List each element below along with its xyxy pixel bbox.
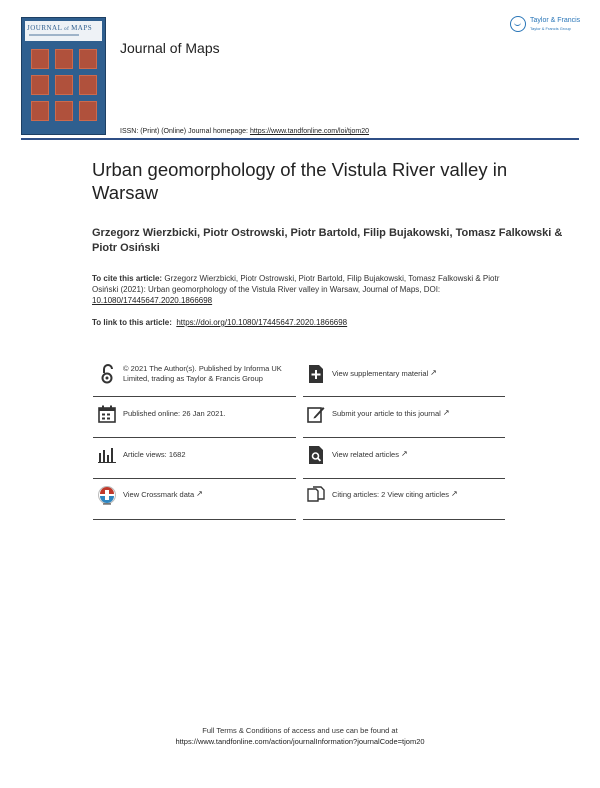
citation-block bbox=[92, 273, 502, 306]
cover-map-tile bbox=[79, 101, 97, 121]
search-document-icon bbox=[306, 445, 326, 465]
add-document-icon bbox=[306, 364, 326, 384]
link-label: To link to this article: bbox=[92, 318, 172, 327]
citing-articles-link[interactable]: Citing articles: 2 View citing articles ↗ bbox=[306, 485, 506, 505]
taylor-francis-logo-icon bbox=[510, 16, 526, 32]
info-divider bbox=[303, 519, 505, 520]
external-link-icon: ↗ bbox=[442, 408, 450, 417]
article-link-line bbox=[92, 318, 347, 327]
cover-map-tile bbox=[31, 101, 49, 121]
article-authors: Grzegorz Wierzbicki, Piotr Ostrowski, Piotr Bartold, Filip Bujakowski, Tomasz Falkowski & Piotr Osiński bbox=[92, 227, 563, 254]
header-divider bbox=[21, 138, 579, 140]
cite-text: Grzegorz Wierzbicki, Piotr Ostrowski, Piotr Bartold, Filip Bujakowski, Tomasz Falkowski & Piotr Osiński (2021): Urban geomorphology of the Vistula River valley in Warsaw, Journal of Maps, DOI: bbox=[92, 274, 500, 294]
related-articles-link[interactable]: View related articles ↗ bbox=[306, 445, 506, 465]
info-divider bbox=[93, 396, 296, 397]
cover-map-grid bbox=[31, 49, 97, 129]
cover-map-tile bbox=[31, 75, 49, 95]
cover-map-tile bbox=[79, 75, 97, 95]
journal-name: Journal of Maps bbox=[120, 40, 220, 56]
article-title: Urban geomorphology of the Vistula River valley in Warsaw bbox=[92, 159, 508, 203]
crossmark-link[interactable]: View Crossmark data ↗ bbox=[97, 485, 297, 505]
external-link-icon: ↗ bbox=[451, 489, 458, 498]
info-divider bbox=[93, 437, 296, 438]
open-access-icon bbox=[97, 364, 117, 384]
external-link-icon: ↗ bbox=[400, 449, 408, 458]
cover-map-tile bbox=[55, 101, 73, 121]
crossmark-icon bbox=[97, 485, 117, 505]
published-date: Published online: 26 Jan 2021. bbox=[97, 404, 297, 424]
publisher-name: Taylor & Francis bbox=[530, 17, 581, 24]
publisher-subname: Taylor & Francis Group bbox=[530, 26, 571, 31]
info-divider bbox=[303, 478, 505, 479]
copy-documents-icon bbox=[306, 485, 326, 505]
info-divider bbox=[303, 437, 505, 438]
cite-label: To cite this article: bbox=[92, 274, 163, 283]
journal-homepage-link[interactable]: https://www.tandfonline.com/loi/tjom20 bbox=[249, 128, 370, 135]
issn-text: ISSN: (Print) (Online) Journal homepage: bbox=[120, 128, 250, 135]
cover-masthead bbox=[25, 21, 102, 41]
article-doi-url[interactable]: https://doi.org/10.1080/17445647.2020.1866698 bbox=[176, 318, 348, 327]
cover-map-tile bbox=[31, 49, 49, 69]
supplementary-material-link[interactable]: View supplementary material ↗ bbox=[306, 364, 506, 384]
issn-line bbox=[120, 128, 369, 135]
cover-map-tile bbox=[55, 75, 73, 95]
open-access-license: © 2021 The Author(s). Published by Informa UK Limited, trading as Taylor & Francis Group bbox=[97, 364, 297, 384]
cover-map-tile bbox=[79, 49, 97, 69]
publisher-logo[interactable] bbox=[510, 16, 585, 36]
footer-line-1: Full Terms & Conditions of access and use can be found at bbox=[202, 726, 398, 735]
edit-document-icon bbox=[306, 404, 326, 424]
submit-article-link[interactable]: Submit your article to this journal ↗ bbox=[306, 404, 506, 424]
article-views: Article views: 1682 bbox=[97, 445, 297, 465]
external-link-icon: ↗ bbox=[196, 489, 203, 498]
journal-information-link[interactable]: https://www.tandfonline.com/action/journalInformation?journalCode=tjom20 bbox=[175, 737, 425, 746]
doi-link[interactable]: 10.1080/17445647.2020.1866698 bbox=[92, 296, 213, 305]
cover-map-tile bbox=[55, 49, 73, 69]
journal-cover-image bbox=[21, 17, 106, 135]
info-divider bbox=[93, 478, 296, 479]
cover-subtitle-line bbox=[29, 34, 79, 36]
info-divider bbox=[93, 519, 296, 520]
external-link-icon: ↗ bbox=[430, 368, 437, 377]
bar-chart-icon bbox=[97, 445, 117, 465]
cover-title: JOURNAL of MAPS bbox=[27, 24, 93, 32]
calendar-icon bbox=[97, 404, 117, 424]
terms-footer bbox=[0, 725, 600, 747]
info-divider bbox=[303, 396, 505, 397]
